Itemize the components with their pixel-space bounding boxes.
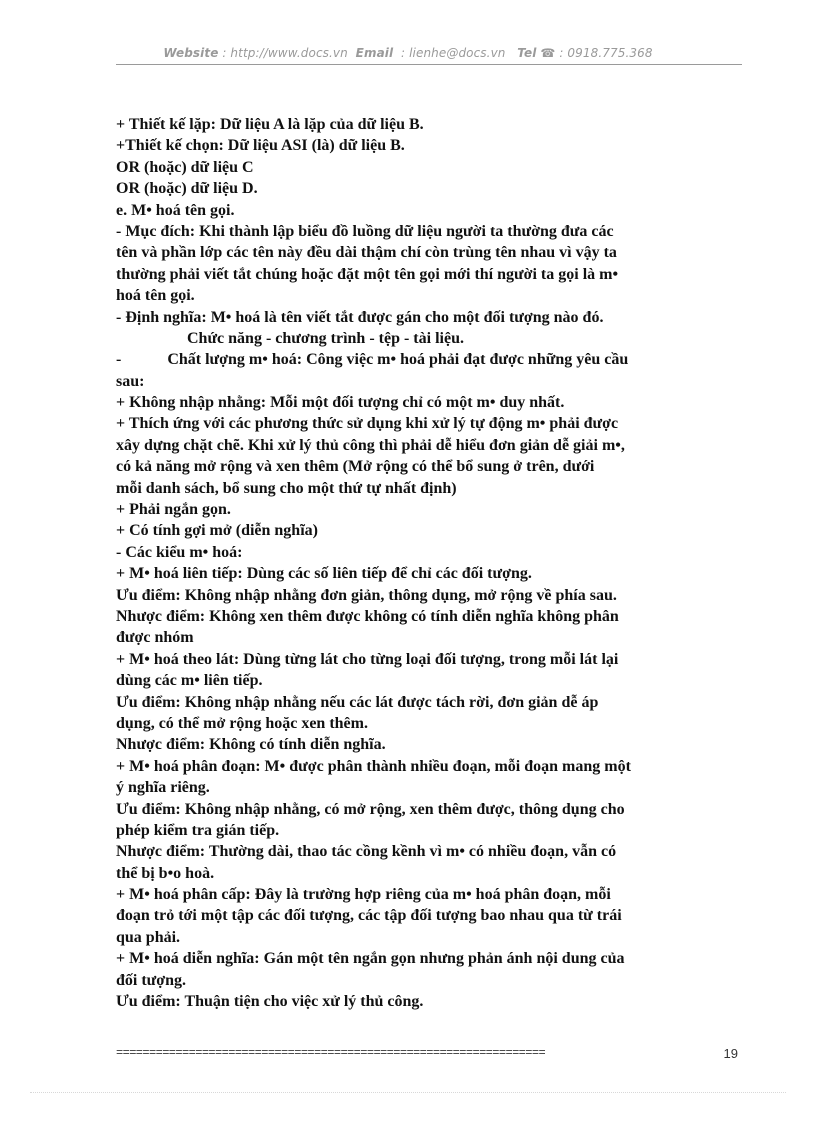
header-divider	[116, 64, 742, 65]
body-line: + M• hoá theo lát: Dùng từng lát cho từng loại đối tượng, trong mỗi lát lại	[116, 650, 619, 668]
body-line: xây dựng chặt chẽ. Khi xử lý thủ công thì phải dễ hiểu đơn giản dễ giải m•,	[116, 436, 625, 454]
footer-rule: =================================================================	[116, 1046, 546, 1060]
body-line: hoá tên gọi.	[116, 287, 195, 305]
body-line: Ưu điểm: Không nhập nhằng đơn giản, thông dụng, mở rộng về phía sau.	[116, 586, 617, 604]
body-line: Ưu điểm: Không nhập nhằng nếu các lát được tách rời, đơn giản dễ áp	[116, 693, 599, 711]
body-line: + Có tính gợi mở (diễn nghĩa)	[116, 522, 318, 540]
body-line: dụng, có thể mở rộng hoặc xen thêm.	[116, 714, 368, 732]
body-line: sau:	[116, 372, 145, 390]
body-line: Nhược điểm: Không xen thêm được không có tính diễn nghĩa không phân	[116, 607, 619, 625]
section-heading: e. M• hoá tên gọi.	[116, 201, 235, 219]
page-header	[0, 46, 816, 60]
body-line: +Thiết kế chọn: Dữ liệu ASI (là) dữ liệu B.	[116, 137, 405, 155]
body-line: tên và phần lớp các tên này đều dài thậm chí còn trùng tên nhau vì vậy ta	[116, 244, 617, 262]
body-line: - Định nghĩa: M• hoá là tên viết tắt được gán cho một đối tượng nào đó.	[116, 308, 604, 326]
dash-prefix: -	[116, 351, 122, 369]
body-line: Ưu điểm: Thuận tiện cho việc xử lý thủ công.	[116, 993, 424, 1011]
body-line: có kả năng mở rộng và xen thêm (Mở rộng có thể bổ sung ở trên, dưới	[116, 458, 595, 476]
body-line: OR (hoặc) dữ liệu D.	[116, 180, 258, 198]
body-line: ý nghĩa riêng.	[116, 779, 210, 797]
body-line: OR (hoặc) dữ liệu C	[116, 158, 254, 176]
body-line: - Các kiểu m• hoá:	[116, 543, 243, 561]
body-line: + Phải ngắn gọn.	[116, 501, 231, 519]
body-line: đối tượng.	[116, 971, 187, 989]
page-number: 19	[718, 1046, 738, 1060]
body-line: phép kiểm tra gián tiếp.	[116, 821, 280, 839]
page-bottom-divider	[30, 1092, 786, 1093]
body-line: + Thích ứng với các phương thức sử dụng khi xử lý tự động m• phải được	[116, 415, 619, 433]
website-label: Website	[163, 46, 219, 60]
body-line: thể bị b•o hoà.	[116, 864, 215, 882]
email-value: : lienhe@docs.vn	[401, 46, 506, 60]
email-label: Email	[355, 46, 394, 60]
body-line: + M• hoá phân cấp: Đây là trường hợp riêng của m• hoá phân đoạn, mỗi	[116, 886, 611, 904]
tel-value: : 0918.775.368	[559, 46, 653, 60]
body-line: - Mục đích: Khi thành lập biểu đồ luồng dữ liệu người ta thường đưa các	[116, 222, 614, 240]
body-line: dùng các m• liên tiếp.	[116, 672, 263, 690]
body-line: + Không nhập nhằng: Mỗi một đối tượng chỉ có một m• duy nhất.	[116, 394, 565, 412]
website-value: : http://www.docs.vn	[222, 46, 348, 60]
body-line: Nhược điểm: Không có tính diễn nghĩa.	[116, 736, 386, 754]
body-line: + M• hoá phân đoạn: M• được phân thành nhiều đoạn, mỗi đoạn mang một	[116, 757, 631, 775]
body-line: qua phải.	[116, 928, 181, 946]
body-line: + M• hoá diễn nghĩa: Gán một tên ngắn gọn nhưng phản ánh nội dung của	[116, 950, 625, 968]
body-line: + M• hoá liên tiếp: Dùng các số liên tiếp để chỉ các đối tượng.	[116, 565, 532, 583]
tel-label: Tel	[517, 46, 537, 60]
body-line: Nhược điểm: Thường dài, thao tác cồng kềnh vì m• có nhiều đoạn, vẫn có	[116, 843, 617, 861]
document-body	[116, 114, 742, 1012]
body-line: Chức năng - chương trình - tệp - tài liệu.	[187, 329, 464, 347]
body-line: mỗi danh sách, bổ sung cho một thứ tự nhất định)	[116, 479, 457, 497]
body-line: thường phải viết tắt chúng hoặc đặt một tên gọi mới thí người ta gọi là m•	[116, 265, 619, 283]
page-footer	[116, 1046, 742, 1060]
body-line	[116, 349, 742, 370]
body-line: được nhóm	[116, 629, 194, 647]
body-line-text: Chất lượng m• hoá: Công việc m• hoá phải đạt được những yêu cầu	[167, 351, 629, 369]
body-line: đoạn trỏ tới một tập các đối tượng, các tập đối tượng bao nhau qua từ trái	[116, 907, 622, 925]
phone-icon: ☎	[540, 46, 556, 60]
body-line: Ưu điểm: Không nhập nhằng, có mở rộng, xen thêm được, thông dụng cho	[116, 800, 625, 818]
body-line: + Thiết kế lặp: Dữ liệu A là lặp của dữ liệu B.	[116, 116, 424, 133]
